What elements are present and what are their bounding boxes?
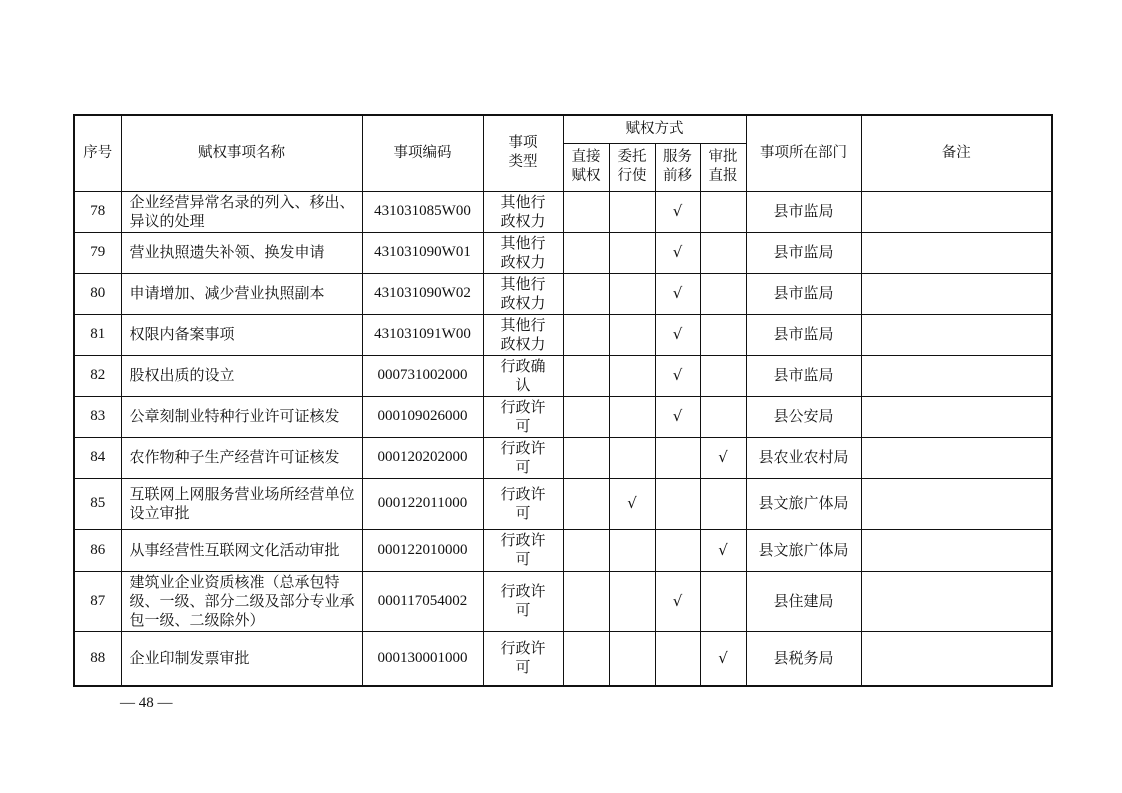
row-code: 431031090W02 xyxy=(362,273,483,314)
row-method-1 xyxy=(563,273,609,314)
row-dept: 县市监局 xyxy=(746,273,861,314)
row-type: 其他行政权力 xyxy=(483,232,563,273)
row-method-3 xyxy=(655,529,700,571)
row-dept: 县住建局 xyxy=(746,571,861,631)
check-mark: √ xyxy=(700,437,746,478)
row-note xyxy=(861,478,1052,529)
row-method-4 xyxy=(700,191,746,232)
row-code: 000122010000 xyxy=(362,529,483,571)
row-name: 互联网上网服务营业场所经营单位设立审批 xyxy=(121,478,362,529)
row-method-2 xyxy=(609,437,655,478)
header-type: 事项类型 xyxy=(483,115,563,191)
check-mark: √ xyxy=(655,314,700,355)
row-type: 行政许可 xyxy=(483,437,563,478)
row-dept: 县公安局 xyxy=(746,396,861,437)
header-dept: 事项所在部门 xyxy=(746,115,861,191)
row-seq: 82 xyxy=(74,355,121,396)
row-dept: 县市监局 xyxy=(746,232,861,273)
row-method-1 xyxy=(563,478,609,529)
row-method-4 xyxy=(700,396,746,437)
header-service-forward: 服务前移 xyxy=(655,143,700,191)
row-method-2 xyxy=(609,631,655,686)
row-method-4 xyxy=(700,571,746,631)
header-method: 赋权方式 xyxy=(563,115,746,143)
row-name: 申请增加、减少营业执照副本 xyxy=(121,273,362,314)
row-method-2 xyxy=(609,529,655,571)
row-type: 行政许可 xyxy=(483,478,563,529)
row-method-4 xyxy=(700,478,746,529)
row-note xyxy=(861,232,1052,273)
check-mark: √ xyxy=(655,571,700,631)
row-dept: 县农业农村局 xyxy=(746,437,861,478)
row-code: 431031091W00 xyxy=(362,314,483,355)
row-type: 行政许可 xyxy=(483,631,563,686)
row-name: 公章刻制业特种行业许可证核发 xyxy=(121,396,362,437)
check-mark: √ xyxy=(700,529,746,571)
row-method-4 xyxy=(700,273,746,314)
table-row xyxy=(74,529,1052,571)
row-code: 000130001000 xyxy=(362,631,483,686)
page-number: — 48 — xyxy=(120,695,173,711)
row-code: 000120202000 xyxy=(362,437,483,478)
row-method-1 xyxy=(563,355,609,396)
table-row xyxy=(74,396,1052,437)
row-code: 000109026000 xyxy=(362,396,483,437)
row-dept: 县市监局 xyxy=(746,191,861,232)
row-method-2 xyxy=(609,232,655,273)
header-seq: 序号 xyxy=(74,115,121,191)
row-dept: 县市监局 xyxy=(746,314,861,355)
row-seq: 83 xyxy=(74,396,121,437)
header-name: 赋权事项名称 xyxy=(121,115,362,191)
row-seq: 79 xyxy=(74,232,121,273)
row-method-2 xyxy=(609,314,655,355)
check-mark: √ xyxy=(655,191,700,232)
row-method-1 xyxy=(563,191,609,232)
table-row xyxy=(74,355,1052,396)
row-type: 其他行政权力 xyxy=(483,314,563,355)
row-note xyxy=(861,191,1052,232)
header-entrust: 委托行使 xyxy=(609,143,655,191)
row-name: 股权出质的设立 xyxy=(121,355,362,396)
row-type: 行政许可 xyxy=(483,571,563,631)
row-seq: 87 xyxy=(74,571,121,631)
row-seq: 84 xyxy=(74,437,121,478)
check-mark: √ xyxy=(700,631,746,686)
row-method-4 xyxy=(700,355,746,396)
check-mark: √ xyxy=(655,273,700,314)
table-row xyxy=(74,232,1052,273)
row-method-1 xyxy=(563,314,609,355)
table-row xyxy=(74,437,1052,478)
row-seq: 81 xyxy=(74,314,121,355)
table-row xyxy=(74,571,1052,631)
row-name: 企业印制发票审批 xyxy=(121,631,362,686)
row-note xyxy=(861,355,1052,396)
row-method-4 xyxy=(700,314,746,355)
check-mark: √ xyxy=(609,478,655,529)
table-row xyxy=(74,191,1052,232)
row-note xyxy=(861,437,1052,478)
row-dept: 县文旅广体局 xyxy=(746,529,861,571)
row-name: 权限内备案事项 xyxy=(121,314,362,355)
header-direct: 直接赋权 xyxy=(563,143,609,191)
row-name: 营业执照遗失补领、换发申请 xyxy=(121,232,362,273)
row-seq: 88 xyxy=(74,631,121,686)
row-method-1 xyxy=(563,631,609,686)
row-seq: 86 xyxy=(74,529,121,571)
table-row xyxy=(74,478,1052,529)
row-name: 建筑业企业资质核准（总承包特级、一级、部分二级及部分专业承包一级、二级除外） xyxy=(121,571,362,631)
row-code: 000117054002 xyxy=(362,571,483,631)
table-row xyxy=(74,314,1052,355)
row-code: 000122011000 xyxy=(362,478,483,529)
row-seq: 85 xyxy=(74,478,121,529)
row-method-2 xyxy=(609,355,655,396)
row-method-1 xyxy=(563,232,609,273)
row-method-1 xyxy=(563,396,609,437)
row-method-1 xyxy=(563,571,609,631)
row-method-3 xyxy=(655,631,700,686)
row-note xyxy=(861,571,1052,631)
row-method-4 xyxy=(700,232,746,273)
table-row xyxy=(74,631,1052,686)
authorization-table xyxy=(73,114,1053,687)
row-method-2 xyxy=(609,191,655,232)
row-type: 其他行政权力 xyxy=(483,191,563,232)
row-note xyxy=(861,396,1052,437)
table-row xyxy=(74,273,1052,314)
row-note xyxy=(861,314,1052,355)
row-dept: 县文旅广体局 xyxy=(746,478,861,529)
row-name: 农作物种子生产经营许可证核发 xyxy=(121,437,362,478)
row-method-1 xyxy=(563,529,609,571)
header-code: 事项编码 xyxy=(362,115,483,191)
row-method-2 xyxy=(609,571,655,631)
row-dept: 县市监局 xyxy=(746,355,861,396)
row-method-2 xyxy=(609,273,655,314)
row-type: 行政确认 xyxy=(483,355,563,396)
row-type: 行政许可 xyxy=(483,396,563,437)
row-type: 行政许可 xyxy=(483,529,563,571)
row-seq: 78 xyxy=(74,191,121,232)
check-mark: √ xyxy=(655,355,700,396)
row-method-3 xyxy=(655,437,700,478)
row-method-3 xyxy=(655,478,700,529)
row-code: 431031090W01 xyxy=(362,232,483,273)
row-type: 其他行政权力 xyxy=(483,273,563,314)
row-code: 000731002000 xyxy=(362,355,483,396)
row-note xyxy=(861,631,1052,686)
row-method-2 xyxy=(609,396,655,437)
header-note: 备注 xyxy=(861,115,1052,191)
row-note xyxy=(861,273,1052,314)
row-name: 企业经营异常名录的列入、移出、异议的处理 xyxy=(121,191,362,232)
row-dept: 县税务局 xyxy=(746,631,861,686)
row-note xyxy=(861,529,1052,571)
row-method-1 xyxy=(563,437,609,478)
row-seq: 80 xyxy=(74,273,121,314)
header-direct-report: 审批直报 xyxy=(700,143,746,191)
check-mark: √ xyxy=(655,232,700,273)
row-code: 431031085W00 xyxy=(362,191,483,232)
row-name: 从事经营性互联网文化活动审批 xyxy=(121,529,362,571)
check-mark: √ xyxy=(655,396,700,437)
